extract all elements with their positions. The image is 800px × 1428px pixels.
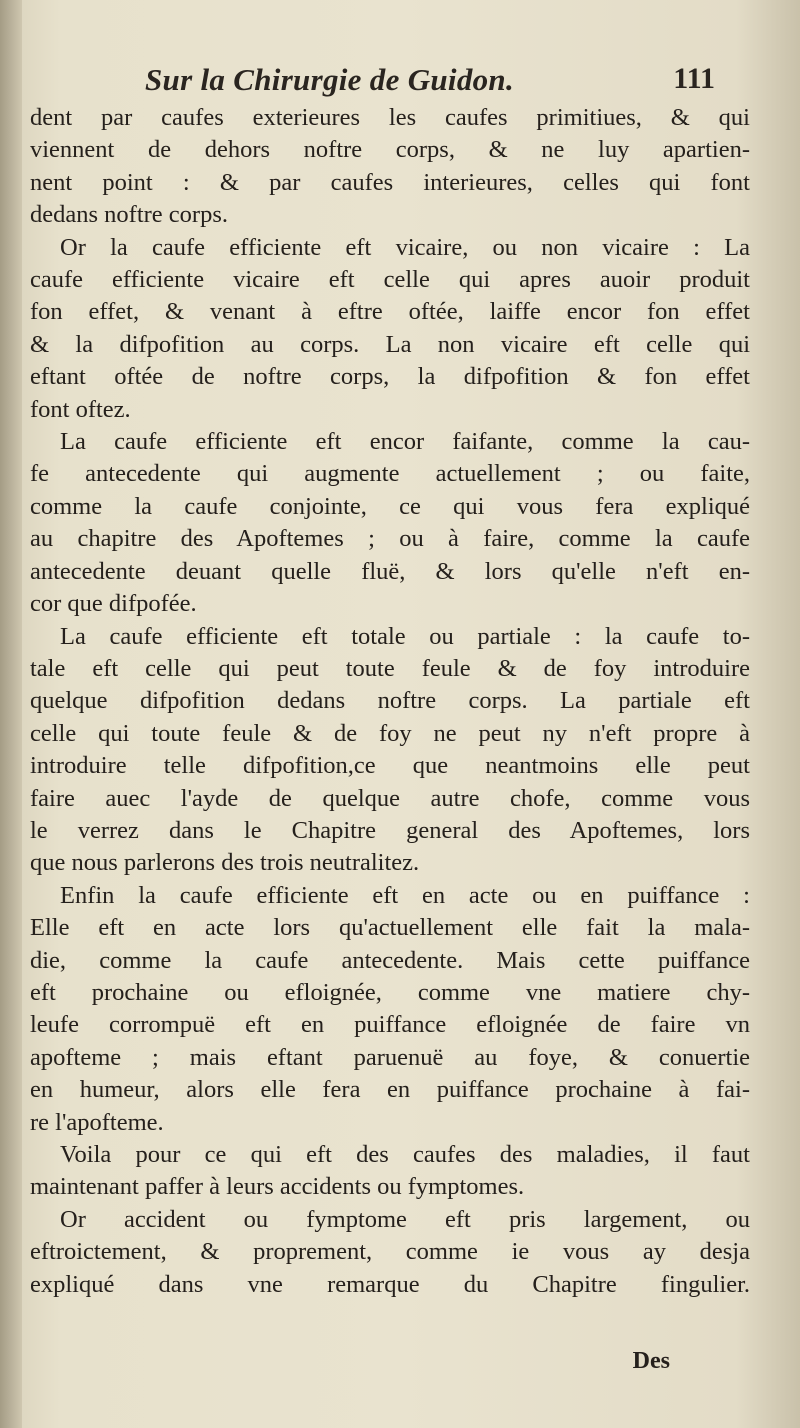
text-line: dent par caufes exterieures les caufes primitiues, & qui — [30, 104, 750, 131]
text-line: Or accident ou fymptome eft pris largement, ou — [60, 1205, 750, 1233]
text-line: quelque difpofition dedans noftre corps. La partiale eft — [30, 687, 750, 715]
text-line: Voila pour ce qui eft des caufes des maladies, il faut — [60, 1141, 750, 1168]
text-line: Elle eft en acte lors qu'actuellement elle fait la mala- — [30, 914, 750, 942]
text-line: Enfin la caufe efficiente eft en acte ou en puiffance : — [60, 881, 750, 909]
text-line: eftant oftée de noftre corps, la difpofition & fon effet — [30, 363, 750, 391]
text-line: Or la caufe efficiente eft vicaire, ou non vicaire : La — [60, 233, 750, 261]
text-line: die, comme la caufe antecedente. Mais cette puiffance — [30, 946, 750, 974]
text-line: maintenant paffer à leurs accidents ou fymptomes. — [30, 1173, 525, 1201]
text-line: le verrez dans le Chapitre general des Apoftemes, lors — [30, 816, 750, 844]
text-line: & la difpofition au corps. La non vicaire eft celle qui — [30, 330, 750, 358]
text-line: dedans noftre corps. — [30, 201, 228, 229]
text-line: celle qui toute feule & de foy ne peut ny n'eft propre à — [30, 719, 750, 747]
text-line: viennent de dehors noftre corps, & ne luy apartien- — [30, 136, 750, 164]
text-line: caufe efficiente vicaire eft celle qui apres auoir produit — [30, 266, 750, 294]
text-line: leufe corrompuë eft en puiffance efloignée de faire vn — [30, 1011, 750, 1039]
text-line: eftroictement, & proprement, comme ie vous ay desja — [30, 1238, 750, 1266]
text-line: eft prochaine ou efloignée, comme vne matiere chy- — [30, 978, 750, 1006]
text-line: en humeur, alors elle fera en puiffance prochaine à fai- — [30, 1076, 750, 1104]
catchword: Des — [632, 1348, 670, 1374]
text-line: fe antecedente qui augmente actuellement ; ou faite, — [30, 460, 750, 488]
page-gutter — [0, 0, 22, 1428]
page-header — [140, 62, 715, 102]
text-line: comme la caufe conjointe, ce qui vous fera expliqué — [30, 492, 750, 520]
text-line: nent point : & par caufes interieures, celles qui font — [30, 168, 750, 196]
text-line: que nous parlerons des trois neutralitez. — [30, 849, 420, 877]
text-line: re l'apofteme. — [30, 1108, 164, 1136]
text-line: La caufe efficiente eft encor faifante, comme la cau- — [60, 428, 750, 456]
text-line: La caufe efficiente eft totale ou partiale : la caufe to- — [60, 622, 750, 650]
text-line: expliqué dans vne remarque du Chapitre fingulier. — [30, 1270, 750, 1298]
running-title: Sur la Chirurgie de Guidon. — [145, 62, 515, 97]
text-line: faire auec l'ayde de quelque autre chofe, comme vous — [30, 784, 750, 812]
text-line: font oftez. — [30, 395, 131, 423]
text-line: cor que difpofée. — [30, 590, 197, 618]
text-line: introduire telle difpofition,ce que neantmoins elle peut — [30, 752, 750, 780]
text-line: au chapitre des Apoftemes ; ou à faire, comme la caufe — [30, 525, 750, 553]
page-number: 111 — [673, 62, 715, 95]
text-line: fon effet, & venant à eftre oftée, laiffe encor fon effet — [30, 298, 750, 326]
text-line: apofteme ; mais eftant paruenuë au foye, & conuertie — [30, 1043, 750, 1071]
body-text — [30, 102, 750, 1301]
text-line: antecedente deuant quelle fluë, & lors qu'elle n'eft en- — [30, 557, 750, 585]
text-line: tale eft celle qui peut toute feule & de foy introduire — [30, 654, 750, 682]
